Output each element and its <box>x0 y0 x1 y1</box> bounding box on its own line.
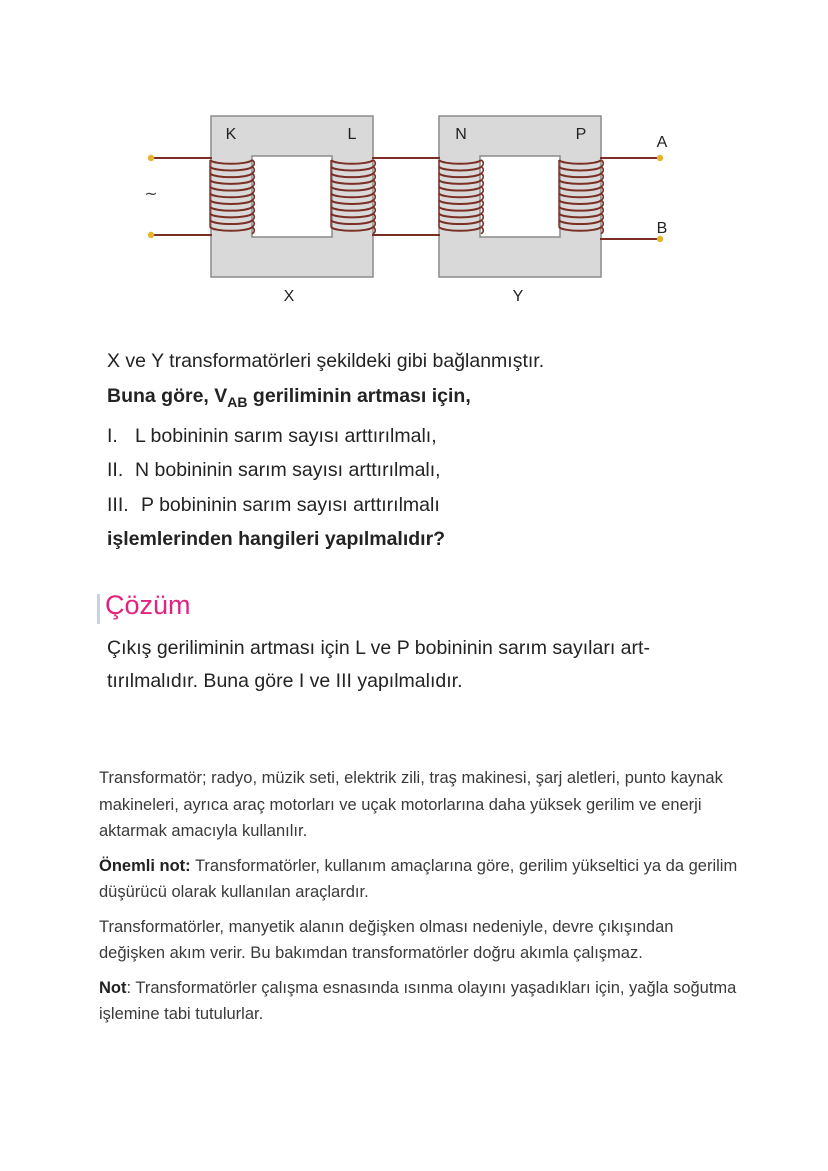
article-paragraph-4: Not: Transformatörler çalışma esnasında ısınma olayını yaşadıkları için, yağla soğutma işlemine tabi tutulurlar. <box>99 978 737 1023</box>
solution-text: Çıkış geriliminin artması için L ve P bobininin sarım sayıları art- tırılmalıdır. Buna göre I ve III yapılmalıdır. <box>107 637 650 692</box>
option-2: II. N bobininin sarım sayısı arttırılmalı, <box>107 459 441 482</box>
transformer-coils <box>210 160 603 234</box>
transformer-cores <box>211 116 601 277</box>
solution-heading: Çözüm <box>97 590 191 621</box>
label-n: N <box>455 126 467 143</box>
terminal-input-bottom <box>148 232 154 238</box>
label-y: Y <box>512 288 524 305</box>
article-paragraph-3: Transformatörler, manyetik alanın değişken olması nedeniyle, devre çıkışından değişken akım verir. Bu bakımdan transformatörler doğru akımla çalışmaz. <box>99 917 674 962</box>
option-3: III. P bobininin sarım sayısı arttırılmalı <box>107 493 440 516</box>
label-l: L <box>347 126 357 143</box>
article-paragraph-2: Önemli not: Transformatörler, kullanım amaçlarına göre, gerilim yükseltici ya da gerilim düşürücü olarak kullanılan araçlardır. <box>99 856 738 901</box>
question-prompt: Buna göre, $V_{AB}$ geriliminin artması için, <box>107 384 471 410</box>
ac-source-symbol: ~ <box>144 184 158 203</box>
label-x: X <box>283 288 295 305</box>
terminal-input-top <box>148 155 154 161</box>
option-1: I. L bobininin sarım sayısı arttırılmalı, <box>107 424 437 447</box>
article-body <box>99 765 739 1036</box>
label-k: K <box>225 126 237 143</box>
question-intro: X ve Y transformatörleri şekildeki gibi bağlanmıştır. <box>107 350 545 372</box>
label-p: P <box>575 126 587 143</box>
terminal-a <box>657 155 663 161</box>
question-closing: işlemlerinden hangileri yapılmalıdır? <box>107 528 446 551</box>
transformer-diagram <box>0 0 828 320</box>
label-b: B <box>656 220 668 237</box>
question-block <box>107 344 747 557</box>
article-paragraph-1: Transformatör; radyo, müzik seti, elektrik zili, traş makinesi, şarj aletleri, punto kaynak makineleri, ayrıca araç motorları ve uçak motorlarına daha yüksek gerilim ve enerji aktarmak amacıyla kullanılır. <box>99 769 723 840</box>
label-a: A <box>656 134 668 151</box>
